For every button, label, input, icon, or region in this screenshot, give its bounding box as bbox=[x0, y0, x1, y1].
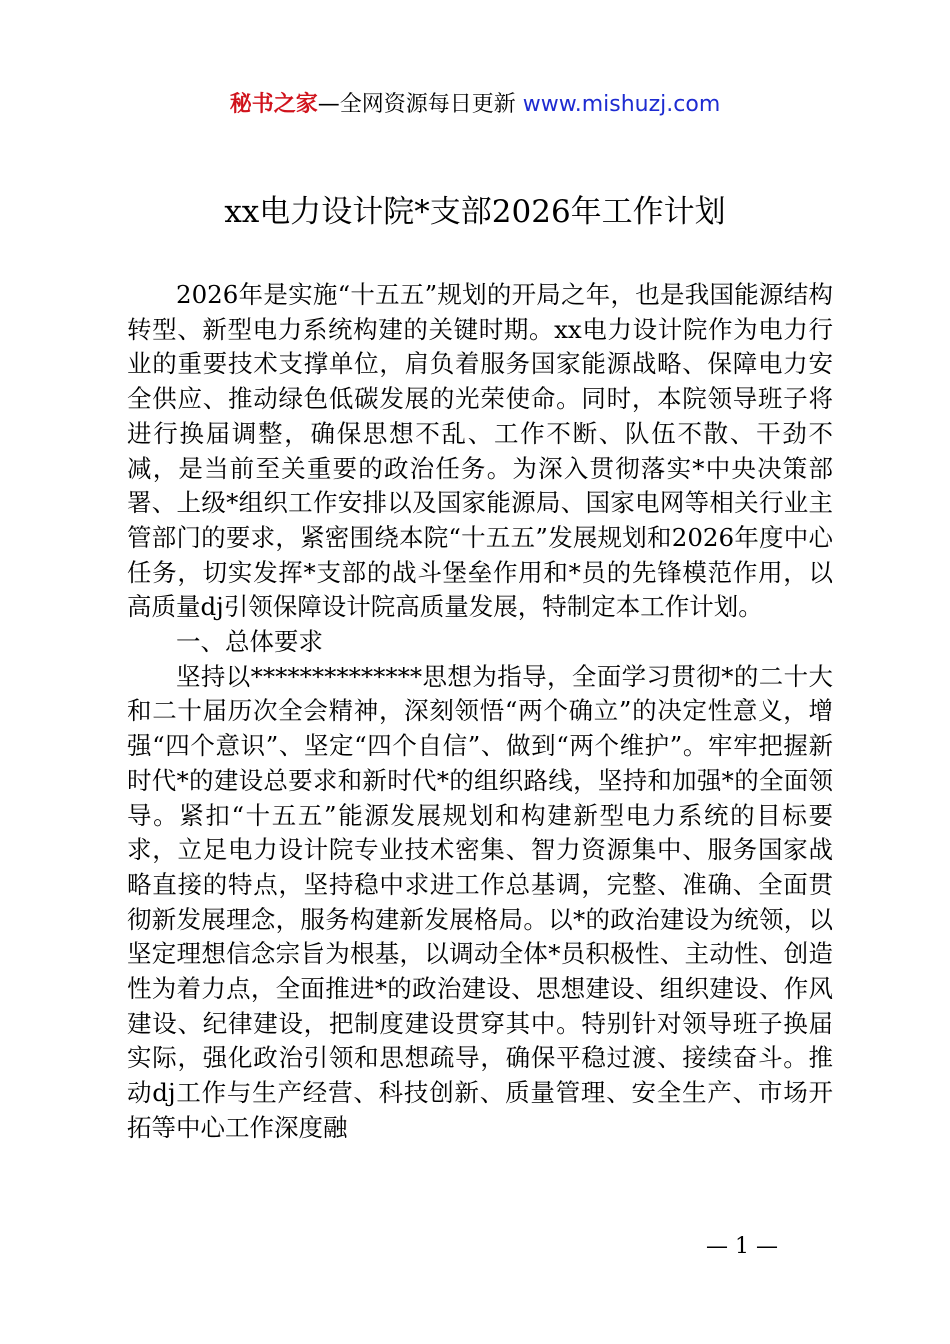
banner-url-link[interactable]: www.mishuzj.com bbox=[522, 92, 721, 117]
site-banner bbox=[0, 88, 950, 122]
document-title: xx电力设计院*支部2026年工作计划 bbox=[224, 194, 726, 230]
intro-paragraph: 2026年是实施“十五五”规划的开局之年，也是我国能源结构转型、新型电力系统构建的关键时期。xx电力设计院作为电力行业的重要技术支撑单位，肩负着服务国家能源战略、保障电力安全供应、推动绿色低碳发展的光荣使命。同时，本院领导班子将进行换届调整，确保思想不乱、工作不断、队伍不散、干劲不减，是当前至关重要的政治任务。为深入贯彻落实*中央决策部署、上级*组织工作安排以及国家能源局、国家电网等相关行业主管部门的要求，紧密围绕本院“十五五”发展规划和2026年度中心任务，切实发挥*支部的战斗堡垒作用和*员的先锋模范作用，以高质量dj引领保障设计院高质量发展，特制定本工作计划。 bbox=[127, 280, 833, 622]
overall-requirements-paragraph: 坚持以**************思想为指导，全面学习贯彻*的二十大和二十届历次全会精神，深刻领悟“两个确立”的决定性意义，增强“四个意识”、坚定“四个自信”、做到“两个维护”。牢牢把握新时代*的建设总要求和新时代*的组织路线，坚持和加强*的全面领导。紧扣“十五五”能源发展规划和构建新型电力系统的目标要求，立足电力设计院专业技术密集、智力资源集中、服务国家战略直接的特点，坚持稳中求进工作总基调，完整、准确、全面贯彻新发展理念，服务构建新发展格局。以*的政治建设为统领，以坚定理想信念宗旨为根基，以调动全体*员积极性、主动性、创造性为着力点，全面推进*的政治建设、思想建设、组织建设、作风建设、纪律建设，把制度建设贯穿其中。特别针对领导班子换届实际，强化政治引领和思想疏导，确保平稳过渡、接续奋斗。推动dj工作与生产经营、科技创新、质量管理、安全生产、市场开拓等中心工作深度融 bbox=[127, 661, 833, 1142]
banner-tagline: —全网资源每日更新 bbox=[317, 92, 523, 117]
section-heading-overall-requirements: 一、总体要求 bbox=[176, 627, 323, 657]
banner-brand: 秘书之家 bbox=[229, 92, 318, 117]
document-body bbox=[127, 278, 833, 1146]
page-number: — 1 — bbox=[706, 1234, 778, 1259]
